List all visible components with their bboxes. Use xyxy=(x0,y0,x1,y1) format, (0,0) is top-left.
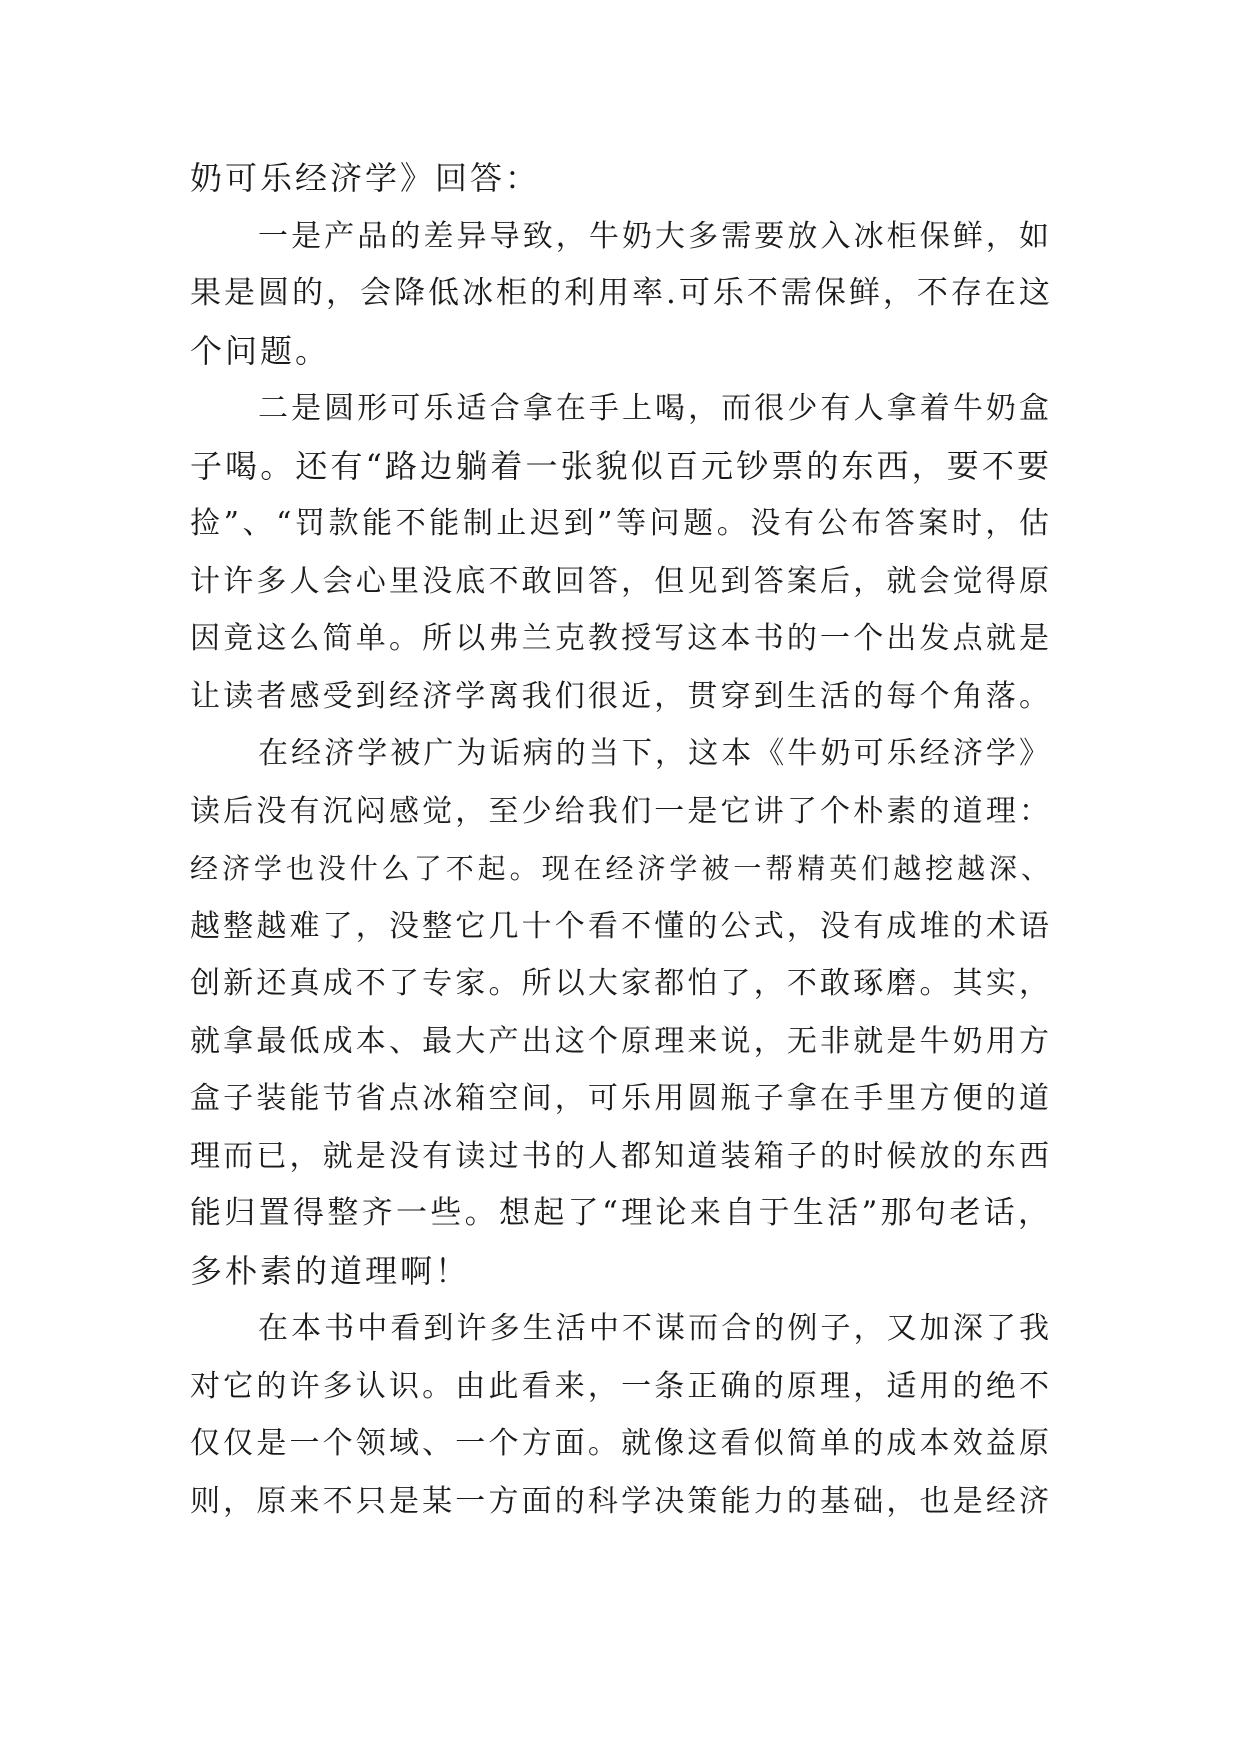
text-line: 则，原来不只是某一方面的科学决策能力的基础，也是经济 xyxy=(190,1483,1052,1519)
text-line: 子喝。还有“路边躺着一张貌似百元钞票的东西，要不要 xyxy=(190,446,1052,485)
text-line: 对它的许多认识。由此看来，一条正确的原理，适用的绝不 xyxy=(190,1368,1052,1404)
text-line: 捡”、“罚款能不能制止迟到”等问题。没有公布答案时，估 xyxy=(190,506,1052,541)
text-line: 奶可乐经济学》回答： xyxy=(190,159,541,197)
text-line: 让读者感受到经济学离我们很近，贯穿到生活的每个角落。 xyxy=(190,678,1052,714)
text-line: 越整越难了，没整它几十个看不懂的公式，没有成堆的术语 xyxy=(190,908,1052,944)
text-line: 盒子装能节省点冰箱空间，可乐用圆瓶子拿在手里方便的道 xyxy=(190,1081,1052,1116)
text-line: 读后没有沉闷感觉，至少给我们一是它讲了个朴素的道理： xyxy=(190,793,1052,829)
text-line: 一是产品的差异导致，牛奶大多需要放入冰柜保鲜，如 xyxy=(258,218,1052,254)
body-text xyxy=(190,150,1052,1530)
text-line: 创新还真成不了专家。所以大家都怕了，不敢琢磨。其实， xyxy=(190,966,1052,1001)
text-line: 在经济学被广为诟病的当下，这本《牛奶可乐经济学》 xyxy=(258,736,1052,771)
text-line: 经济学也没什么了不起。现在经济学被一帮精英们越挖越深、 xyxy=(190,852,1052,885)
text-line: 因竟这么简单。所以弗兰克教授写这本书的一个出发点就是 xyxy=(190,621,1052,656)
text-line: 就拿最低成本、最大产出这个原理来说，无非就是牛奶用方 xyxy=(190,1023,1052,1059)
text-line: 仅仅是一个领域、一个方面。就像这看似简单的成本效益原 xyxy=(190,1426,1052,1461)
text-line: 二是圆形可乐适合拿在手上喝，而很少有人拿着牛奶盒 xyxy=(258,391,1052,426)
text-line: 在本书中看到许多生活中不谋而合的例子，又加深了我 xyxy=(258,1311,1052,1346)
text-line: 能归置得整齐一些。想起了“理论来自于生活”那句老话， xyxy=(190,1195,1052,1231)
text-line: 多朴素的道理啊！ xyxy=(190,1251,471,1290)
text-line: 果是圆的，会降低冰柜的利用率.可乐不需保鲜，不存在这 xyxy=(190,275,1053,311)
text-line: 计许多人会心里没底不敢回答，但见到答案后，就会觉得原 xyxy=(190,563,1052,599)
text-line: 个问题。 xyxy=(190,331,331,370)
text-line: 理而已，就是没有读过书的人都知道装箱子的时候放的东西 xyxy=(190,1138,1052,1174)
